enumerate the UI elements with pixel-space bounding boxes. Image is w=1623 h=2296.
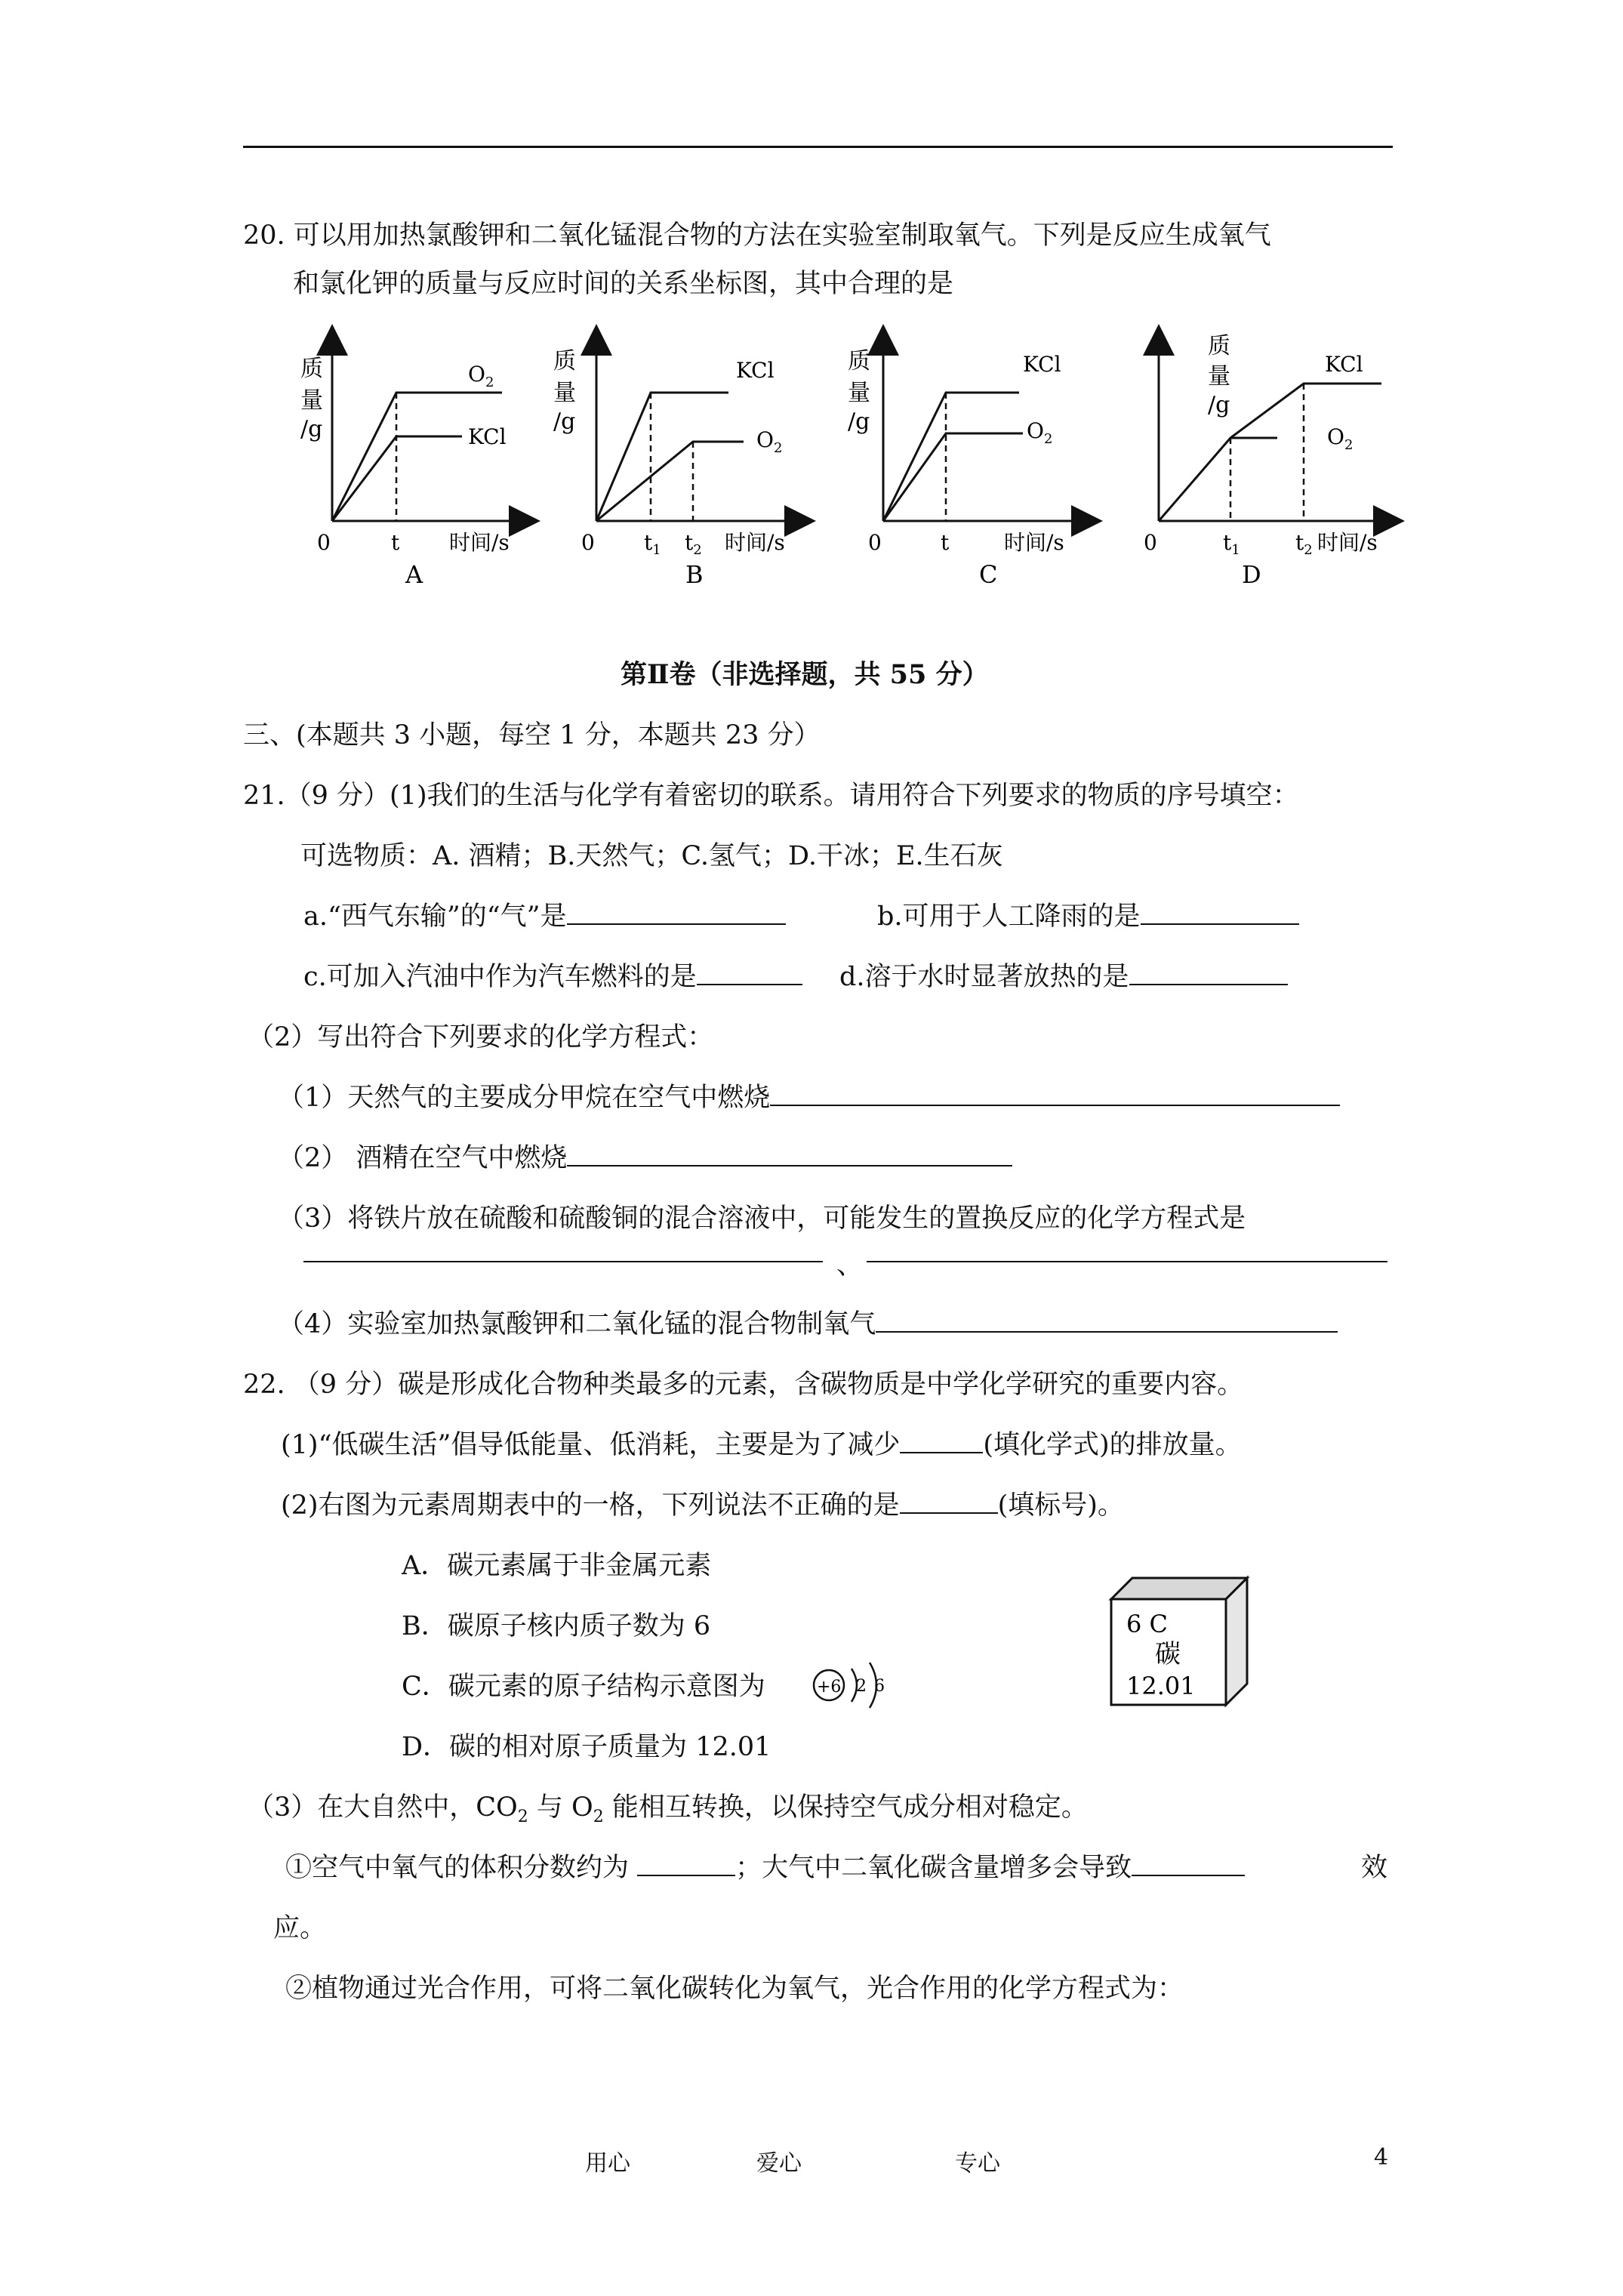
q21-a-text: a.“西气东输”的“气”是 — [303, 901, 567, 932]
graph-a-xlabel: 时间/s — [449, 530, 510, 555]
q21-e3-blank-1[interactable] — [303, 1261, 823, 1262]
graph-c-ylabel-1: 质 — [848, 348, 870, 374]
graph-b-option: B — [685, 560, 704, 589]
graph-c-xlabel: 时间/s — [1004, 530, 1064, 555]
q21-e3-text: （3）将铁片放在硫酸和硫酸铜的混合溶液中，可能发生的置换反应的化学方程式是 — [278, 1203, 1246, 1234]
q22-p3-pre: （3）在大自然中，CO — [248, 1792, 518, 1823]
q21-e1-text: （1）天然气的主要成分甲烷在空气中燃烧 — [278, 1083, 771, 1113]
cube-top-face — [1111, 1578, 1247, 1599]
q22-c1-blank-2[interactable] — [1132, 1848, 1245, 1876]
q21-c-line — [303, 956, 802, 994]
q21-e1-blank[interactable] — [770, 1077, 1340, 1106]
q22-p2-blank[interactable] — [900, 1485, 998, 1514]
graph-d-xlabel: 时间/s — [1317, 530, 1378, 555]
periodic-table-cell — [1104, 1570, 1255, 1714]
graph-c-kcl-label: KCl — [1023, 352, 1061, 377]
graph-a-t: t — [391, 530, 400, 555]
q20-line1: 20. 可以用加热氯酸钾和二氧化锰混合物的方法在实验室制取氧气。下列是反应生成氧气 — [243, 220, 1271, 251]
graph-b-ylabel-3: /g — [553, 408, 576, 435]
graph-c-option: C — [979, 560, 998, 589]
q21-intro: 21.（9 分）(1)我们的生活与化学有着密切的联系。请用符合下列要求的物质的序号填空： — [243, 781, 1299, 811]
q21-e2-blank[interactable] — [567, 1138, 1012, 1166]
q21-b-text: b.可用于人工降雨的是 — [877, 901, 1141, 932]
q22-c1-text-b: ；大气中二氧化碳含量增多会导致 — [735, 1853, 1132, 1883]
graph-d-kcl-label: KCl — [1325, 352, 1363, 377]
q22-p1-text-a: (1)“低碳生活”倡导低能量、低消耗，主要是为了减少 — [281, 1430, 901, 1460]
graph-d-option: D — [1242, 560, 1261, 589]
q22-c1-text-a: ①空气中氧气的体积分数约为 — [285, 1853, 638, 1883]
graph-d-ylabel-3: /g — [1208, 392, 1230, 418]
graph-c-o2-label: $O_2$ — [1027, 418, 1053, 447]
q20-line2: 和氯化钾的质量与反应时间的关系坐标图，其中合理的是 — [293, 269, 954, 299]
q22-p2-line — [281, 1484, 1124, 1522]
graph-d-o2-label: $O_2$ — [1327, 424, 1354, 453]
cell-atomic-mass: 12.01 — [1126, 1672, 1196, 1700]
page-number: 4 — [1374, 2144, 1389, 2171]
graph-a-o2-label: $O_2$ — [468, 362, 494, 390]
q21-e4-blank[interactable] — [876, 1304, 1338, 1333]
section-title: 第Ⅱ卷（非选择题，共 55 分） — [621, 659, 989, 690]
graph-d-t1: $t_1$ — [1223, 530, 1240, 558]
q21-part2: （2）写出符合下列要求的化学方程式： — [248, 1022, 714, 1052]
q22-option-c: C．碳元素的原子结构示意图为 — [402, 1672, 765, 1702]
graph-a-origin: 0 — [317, 530, 331, 555]
graph-a — [300, 340, 525, 589]
q21-b-blank[interactable] — [1141, 896, 1299, 925]
graph-b-xlabel: 时间/s — [725, 530, 785, 555]
shell-1-count: 2 — [856, 1677, 867, 1696]
graph-a-kcl-label: KCl — [468, 424, 507, 449]
q22-p2-text-b: (填标号)。 — [997, 1490, 1124, 1521]
q22-p1-text-b: (填化学式)的排放量。 — [983, 1430, 1242, 1460]
graph-d-ylabel-2: 量 — [1208, 363, 1230, 390]
q21-e4-line — [278, 1303, 1338, 1341]
graph-d — [1144, 333, 1389, 589]
q22-c1-tail: 效 — [1361, 1853, 1388, 1883]
q21-e1-line — [278, 1077, 1340, 1114]
graph-c-ylabel-2: 量 — [848, 380, 870, 406]
q22-c2-line: ②植物通过光合作用，可将二氧化碳转化为氧气，光合作用的化学方程式为： — [285, 1974, 1184, 2004]
q21-materials: 可选物质：A. 酒精；B.天然气；C.氢气；D.干冰；E.生石灰 — [300, 841, 1003, 871]
graph-d-origin: 0 — [1144, 530, 1157, 555]
footer-word-1: 用心 — [585, 2150, 630, 2177]
q21-a-blank[interactable] — [567, 896, 786, 925]
q22-c1-blank-1[interactable] — [637, 1848, 735, 1876]
graph-c-ylabel-3: /g — [848, 408, 870, 435]
graph-c-kcl-curve — [883, 393, 1019, 521]
q21-d-blank[interactable] — [1129, 957, 1288, 985]
carbon-atom-diagram — [808, 1646, 891, 1721]
graph-a-option: A — [405, 560, 423, 589]
graph-c — [848, 340, 1087, 589]
cell-element-name: 碳 — [1155, 1639, 1181, 1669]
graph-a-ylabel-1: 质 — [300, 356, 323, 382]
q22-p3-mid: 与 O — [528, 1792, 593, 1823]
cube-side-face — [1226, 1578, 1247, 1705]
graph-b-o2-label: $O_2$ — [756, 427, 783, 456]
graph-a-ylabel-2: 量 — [300, 387, 323, 414]
q22-p3-line — [248, 1786, 1088, 1826]
header-rule — [243, 146, 1393, 148]
q22-option-d: D．碳的相对原子质量为 12.01 — [402, 1732, 771, 1762]
q21-e2-text: （2） 酒精在空气中燃烧 — [278, 1143, 568, 1173]
graph-c-t: t — [941, 530, 950, 555]
graph-b-ylabel-1: 质 — [553, 348, 576, 374]
q21-e3-blank-2[interactable] — [867, 1261, 1387, 1262]
graph-d-ylabel-1: 质 — [1208, 333, 1230, 359]
q22-intro: 22. （9 分）碳是形成化合物种类最多的元素，含碳物质是中学化学研究的重要内容。 — [243, 1370, 1244, 1400]
graph-b-o2-curve — [596, 442, 744, 521]
graph-d-t2: $t_2$ — [1295, 530, 1313, 558]
graph-b-t1: $t_1$ — [644, 530, 661, 558]
graph-a-o2-curve — [332, 393, 502, 521]
q22-p1-line — [281, 1424, 1242, 1462]
graph-b-t2: $t_2$ — [685, 530, 702, 558]
shell-2-count: 6 — [874, 1677, 885, 1696]
q22-option-a: A．碳元素属于非金属元素 — [402, 1551, 712, 1581]
q22-p3-post: 能相互转换，以保持空气成分相对稳定。 — [603, 1792, 1088, 1823]
q21-c-text: c.可加入汽油中作为汽车燃料的是 — [303, 962, 697, 992]
q21-e3-sep: 、 — [836, 1250, 864, 1281]
q21-d-text: d.溶于水时显著放热的是 — [839, 962, 1129, 992]
part3-heading: 三、(本题共 3 小题，每空 1 分，本题共 23 分） — [243, 720, 821, 750]
q21-e2-line — [278, 1137, 1012, 1175]
graph-b-origin: 0 — [581, 530, 595, 555]
q22-p3-sub1: 2 — [517, 1808, 528, 1826]
graph-c-origin: 0 — [868, 530, 882, 555]
q22-option-b: B．碳原子核内质子数为 6 — [402, 1611, 711, 1641]
graph-b-kcl-curve — [596, 393, 728, 521]
q22-p2-text-a: (2)右图为元素周期表中的一格，下列说法不正确的是 — [281, 1490, 900, 1521]
q21-c-blank[interactable] — [697, 957, 802, 985]
cell-number-symbol: 6 C — [1126, 1610, 1169, 1638]
q22-c1-wrap: 应。 — [273, 1913, 327, 1943]
q21-e4-text: （4）实验室加热氯酸钾和二氧化锰的混合物制氧气 — [278, 1309, 876, 1339]
footer-word-2: 爱心 — [756, 2150, 802, 2177]
footer-word-3: 专心 — [955, 2150, 1000, 2177]
q21-d-line — [839, 956, 1288, 994]
q21-b-line — [877, 895, 1299, 933]
graph-b — [553, 340, 800, 589]
nucleus-charge: +6 — [817, 1678, 842, 1697]
q22-c1-line — [285, 1847, 1245, 1885]
graph-b-ylabel-2: 量 — [553, 380, 576, 406]
q22-p3-sub2: 2 — [593, 1808, 604, 1826]
graph-b-kcl-label: KCl — [736, 358, 775, 383]
q21-a-line — [303, 895, 786, 933]
graph-a-ylabel-3: /g — [300, 416, 323, 442]
q20-graphs — [0, 317, 1623, 634]
q22-p1-blank[interactable] — [900, 1425, 983, 1453]
